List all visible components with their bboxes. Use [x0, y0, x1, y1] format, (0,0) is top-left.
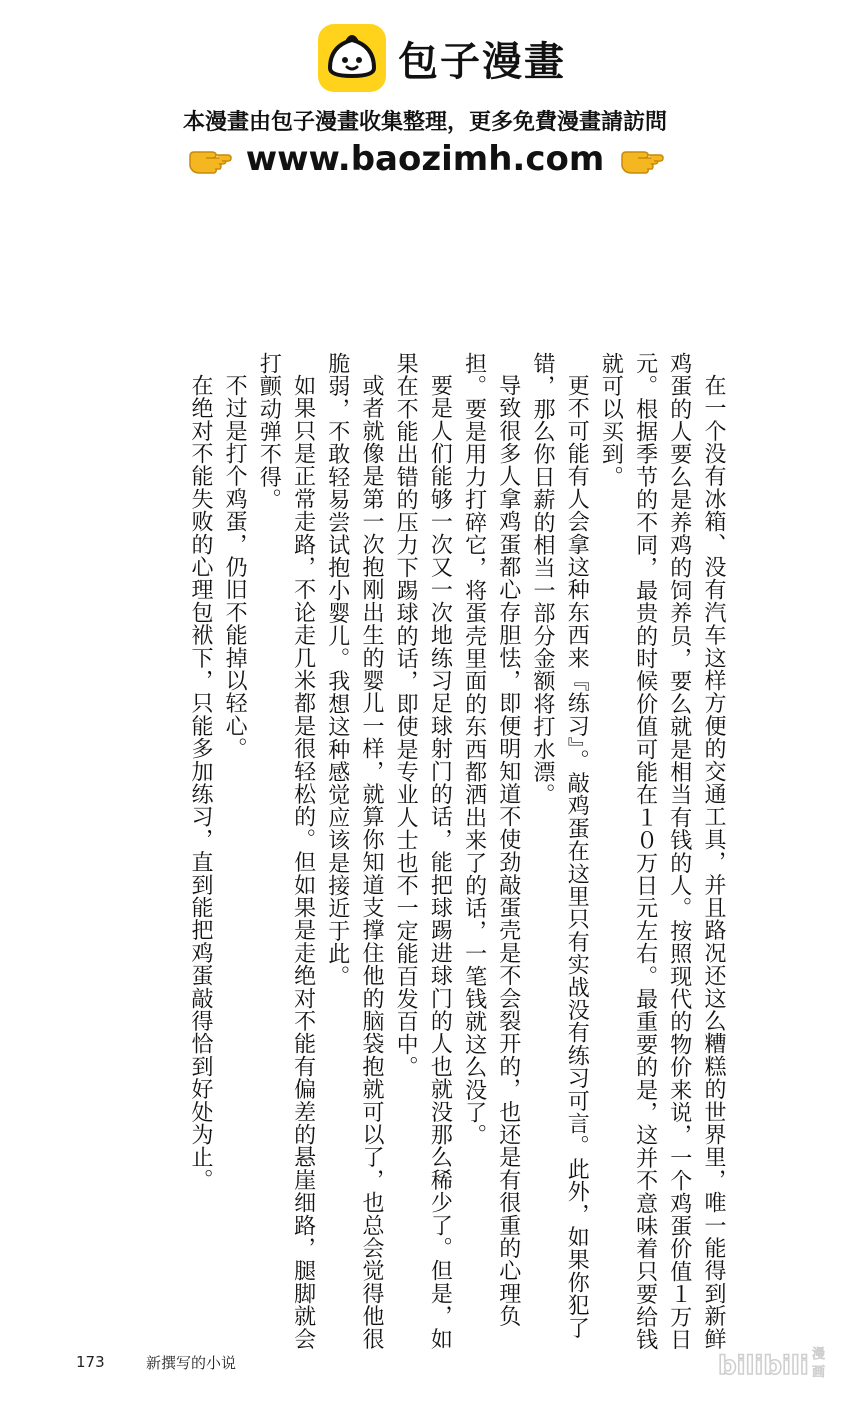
paragraph: 在绝对不能失败的心理包袱下，只能多加练习，直到能把鸡蛋敲得恰到好处为止。 [187, 374, 213, 1192]
brand-header [318, 24, 566, 92]
page-number: 173 [76, 1353, 105, 1371]
brand-name: 包子漫畫 [398, 38, 566, 85]
novel-text [118, 352, 730, 1352]
url-row [0, 137, 850, 181]
watermark-logo: bilibili [718, 1351, 809, 1381]
pointing-hand-icon [186, 142, 232, 176]
paragraph: 不过是打个鸡蛋，仍旧不能掉以轻心。 [222, 374, 248, 760]
paragraph: 如果只是正常走路，不论走几米都是很轻松的。但如果是走绝对不能有偏差的悬崖细路，腿脚就会打颤动弹不得。 [256, 352, 316, 1351]
book-title: 新撰写的小说 [146, 1354, 237, 1372]
paragraph: 在一个没有冰箱、没有汽车这样方便的交通工具，并且路况还这么糟糕的世界里，唯一能得到新鲜鸡蛋的人要么是养鸡的饲养员，要么就是相当有钱的人。按照现代的物价来说，一个鸡蛋价值１万日元。根据季节的不同，最贵的时候价值可能在１０万日元左右。最重要的是，这并不意味着只要给钱就可以买到。 [598, 352, 726, 1351]
tagline: 本漫畫由包子漫畫收集整理，更多免費漫畫請訪問 [182, 110, 667, 135]
svg-text:漫: 漫 [812, 1347, 826, 1362]
bun-logo-icon [318, 24, 386, 92]
site-url[interactable]: www.baozimh.com [245, 139, 605, 179]
paragraph: 要是人们能够一次又一次地练习足球射门的话，能把球踢进球门的人也就没那么稀少了。但是，如果在不能出错的压力下踢球的话，即使是专业人士也不一定能百发百中。 [393, 352, 453, 1351]
paragraph: 或者就像是第一次抱刚出生的婴儿一样，就算你知道支撑住他的脑袋抱就可以了，也总会觉得他很脆弱，不敢轻易尝试抱小婴儿。我想这种感觉应该是接近于此。 [324, 352, 384, 1351]
paragraph: 导致很多人拿鸡蛋都心存胆怯，即便明知道不使劲敲蛋壳是不会裂开的，也还是有很重的心理负担。要是用力打碎它，将蛋壳里面的东西都洒出来了的话，一笔钱就这么没了。 [461, 352, 521, 1328]
bilibili-watermark [718, 1336, 838, 1388]
pointing-hand-icon [618, 142, 664, 176]
paragraph: 更不可能有人会拿这种东西来『练习』。敲鸡蛋在这里只有实战没有练习可言。此外，如果你犯了错，那么你日薪的相当一部分金额将打水漂。 [529, 352, 590, 1340]
svg-text:画: 画 [812, 1365, 826, 1380]
